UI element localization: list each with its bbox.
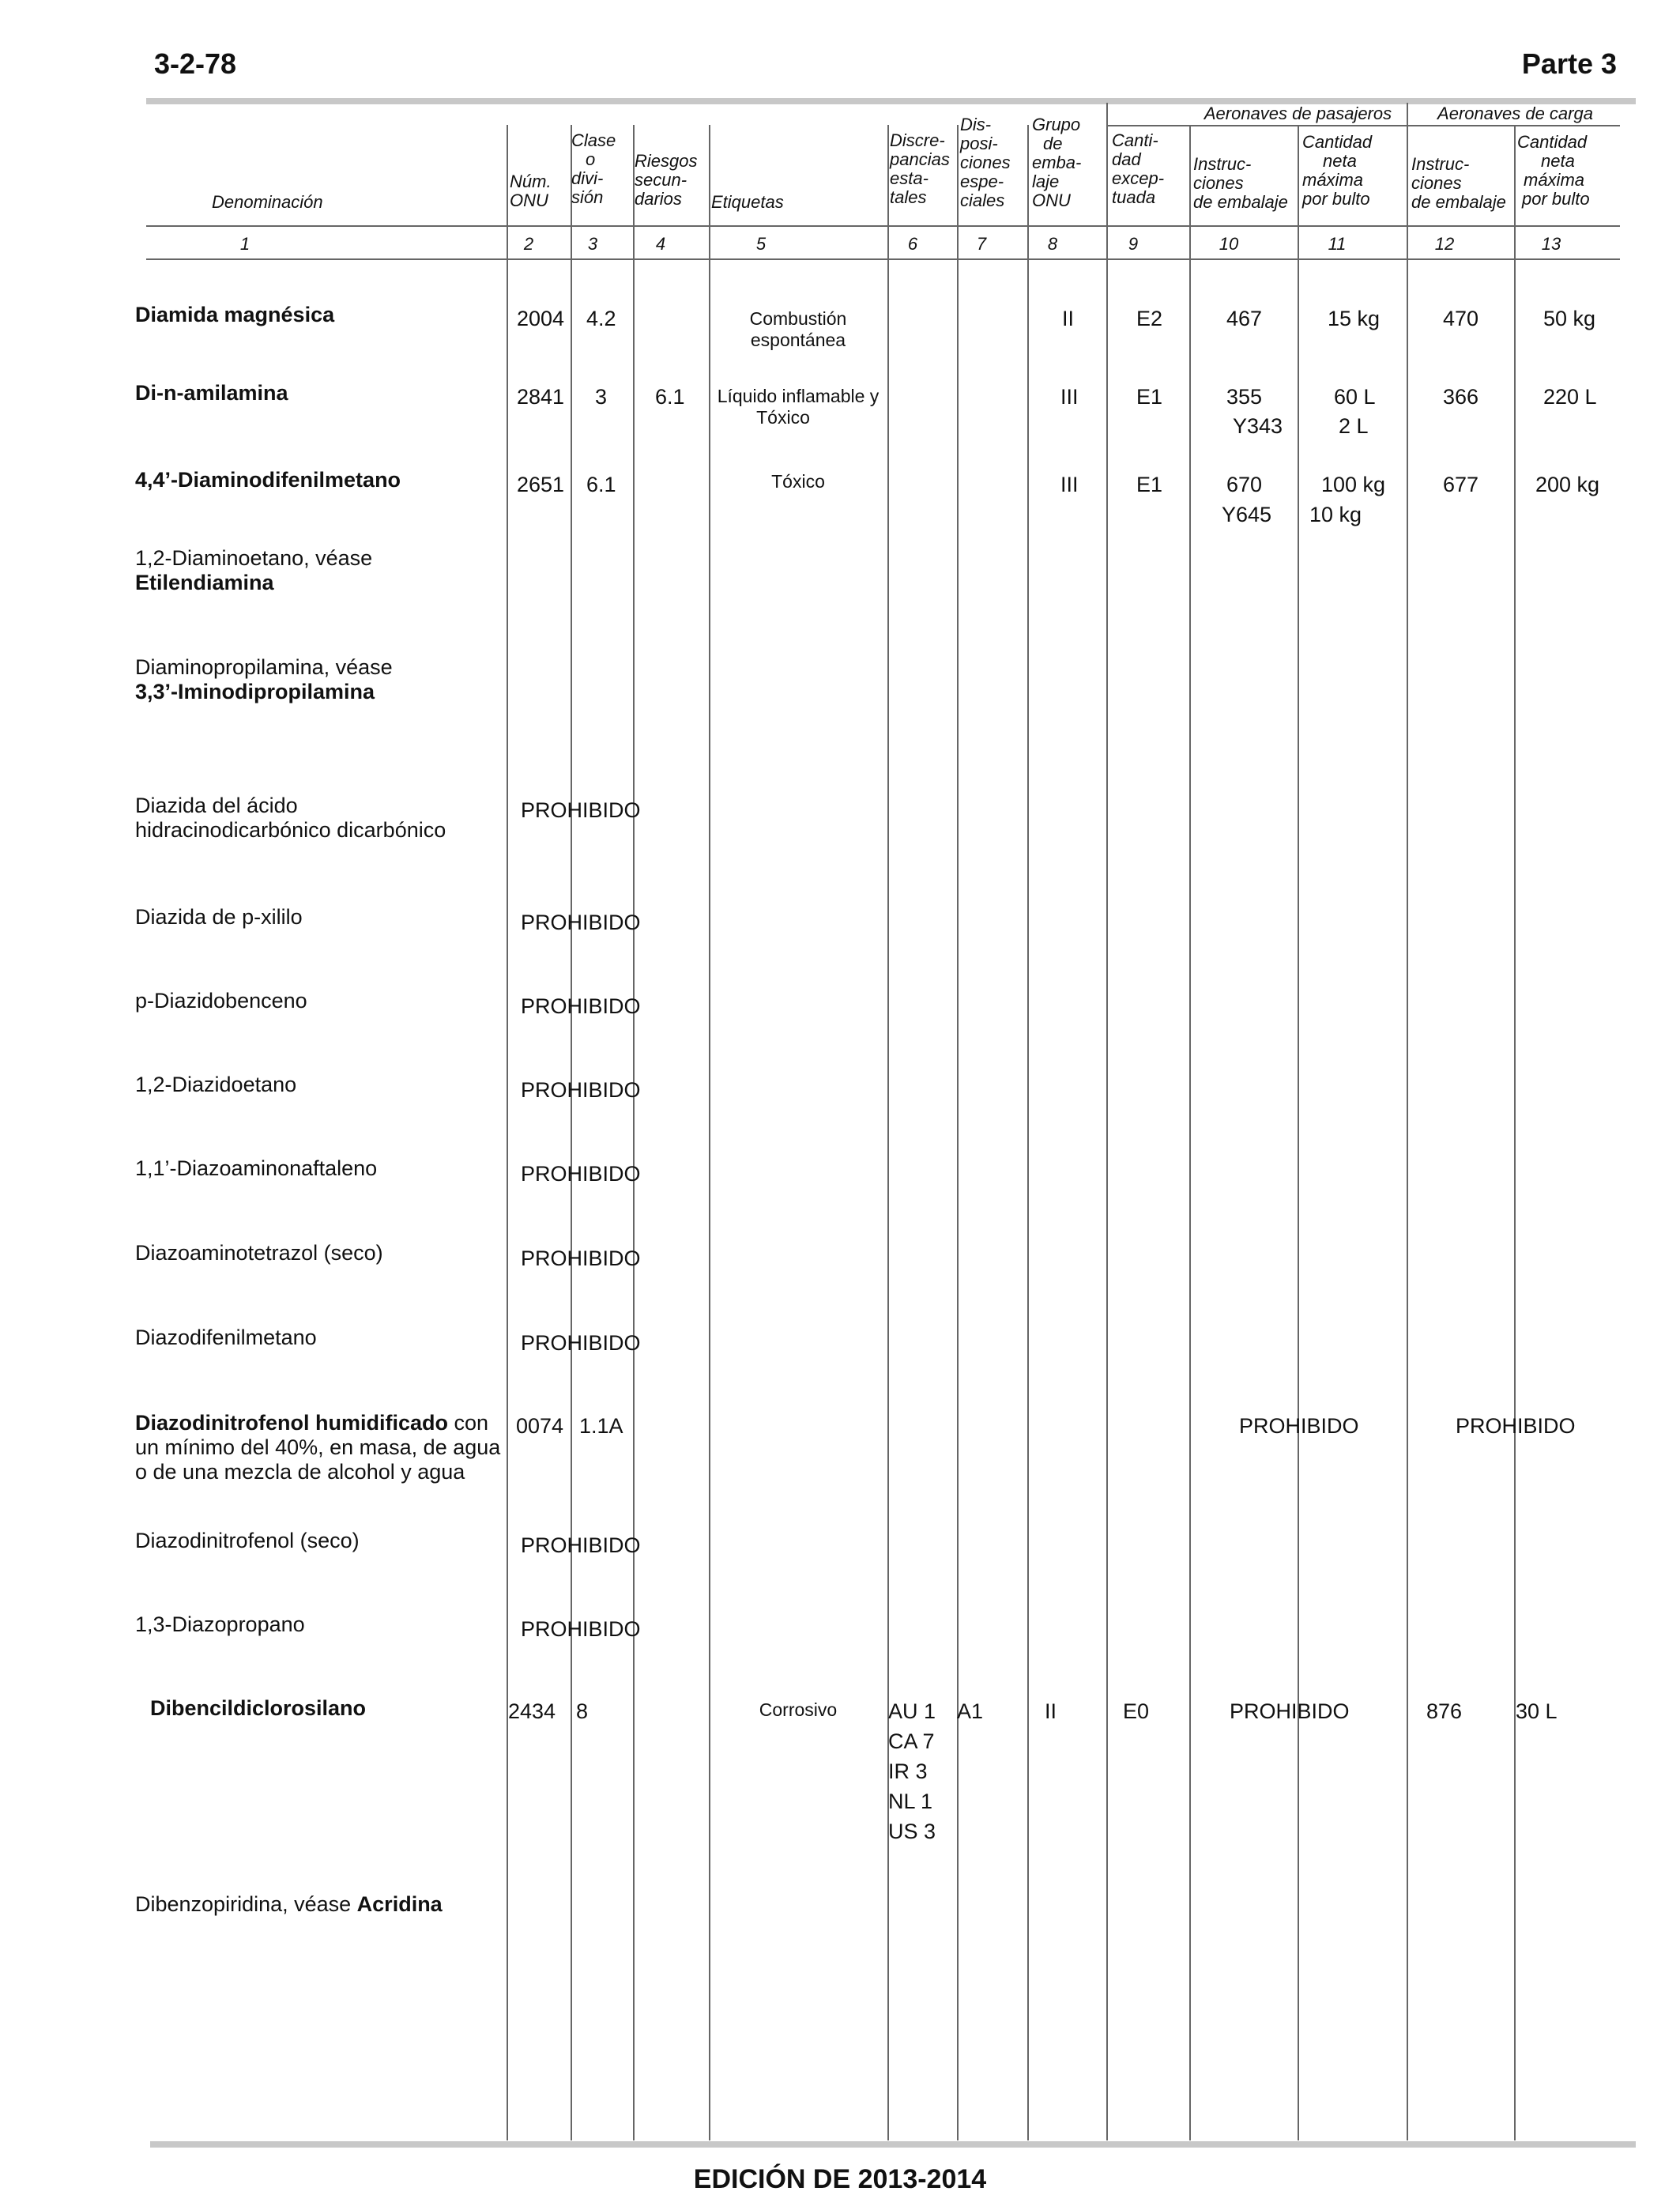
hazard-label: Combustión espontánea — [749, 308, 847, 350]
qty-passenger: 60 L — [1334, 385, 1376, 409]
col-num-8: 8 — [1047, 234, 1058, 254]
header-grupo: Grupo de emba- laje ONU — [1032, 115, 1082, 210]
entry-name: Diaminopropilamina, véase 3,3’-Iminodipropilamina — [135, 655, 393, 703]
header-num-onu: Núm. ONU — [510, 172, 552, 210]
qty-passenger: 15 kg — [1328, 307, 1381, 330]
packing-group: II — [1045, 1699, 1057, 1723]
pi-cargo: 366 — [1443, 385, 1479, 409]
class-division: 4.2 — [586, 307, 616, 330]
header-instrucciones-pax: Instruc- ciones de embalaje — [1193, 154, 1288, 212]
header-cantidad-exceptuada: Canti- dad excep- tuada — [1112, 130, 1165, 207]
hazard-label: Tóxico — [771, 471, 825, 492]
entry-name: Diazoaminotetrazol (seco) — [135, 1241, 383, 1265]
entry-name: Di-n-amilamina — [135, 381, 288, 405]
prohibited-mark: PROHIBIDO — [521, 1617, 641, 1641]
state-variations: AU 1 CA 7 IR 3 NL 1 US 3 — [888, 1699, 936, 1843]
packing-group: II — [1062, 307, 1075, 330]
qty-cargo: 50 kg — [1543, 307, 1596, 330]
header-cantidad-cargo: Cantidad neta máxima por bulto — [1517, 132, 1590, 209]
entry-name: Diazodinitrofenol (seco) — [135, 1529, 360, 1552]
col-num-3: 3 — [587, 234, 598, 254]
un-number: 0074 — [516, 1414, 564, 1438]
top-rule — [146, 98, 1636, 104]
col-num-4: 4 — [655, 234, 666, 254]
entry-name: Dibenzopiridina, véase Acridina — [135, 1892, 443, 1916]
class-division: 1.1A — [579, 1414, 623, 1438]
header-passenger-aircraft: Aeronaves de pasajeros — [1203, 104, 1392, 123]
entry-name: 1,2-Diazidoetano — [135, 1073, 297, 1096]
entry-name: 1,3-Diazopropano — [135, 1612, 305, 1636]
entry-name: Diazodifenilmetano — [135, 1326, 317, 1349]
prohibited-mark: PROHIBIDO — [521, 1162, 641, 1186]
col-num-6: 6 — [907, 234, 918, 254]
header-instrucciones-cargo: Instruc- ciones de embalaje — [1411, 154, 1506, 212]
prohibited-mark: PROHIBIDO — [521, 911, 641, 934]
qty-cargo: 30 L — [1516, 1699, 1558, 1723]
prohibited-mark: PROHIBIDO — [521, 1246, 641, 1270]
header-etiquetas: Etiquetas — [711, 192, 784, 212]
excepted-quantity: E2 — [1136, 307, 1163, 330]
col-num-2: 2 — [523, 234, 534, 254]
un-number: 2434 — [508, 1699, 556, 1723]
special-provision: A1 — [957, 1699, 984, 1723]
bottom-rule — [150, 2141, 1636, 2148]
col-num-11: 11 — [1328, 234, 1347, 254]
un-number: 2004 — [517, 307, 565, 330]
class-division: 3 — [595, 385, 608, 409]
entry-name: 1,1’-Diazoaminonaftaleno — [135, 1156, 378, 1180]
header-riesgos: Riesgos secun- darios — [635, 151, 698, 209]
header-disposiciones: Dis- posi- ciones espe- ciales — [960, 115, 1011, 210]
header-clase: Clase o divi- sión — [571, 130, 616, 207]
cargo-prohibited: PROHIBIDO — [1456, 1414, 1576, 1438]
entry-name: Diamida magnésica — [135, 303, 335, 326]
hazard-label: Líquido inflamable y Tóxico — [717, 386, 880, 428]
col-num-12: 12 — [1434, 234, 1455, 254]
header-cargo-aircraft: Aeronaves de carga — [1437, 104, 1593, 123]
entry-name: Diazodinitrofenol humidificado con un mínimo del 40%, en masa, de agua o de una mezcla de alcohol y agua — [135, 1411, 501, 1484]
col-num-10: 10 — [1219, 234, 1239, 254]
prohibited-mark: PROHIBIDO — [521, 994, 641, 1018]
pi-cargo: 876 — [1426, 1699, 1463, 1723]
pi-passenger-limited: Y645 — [1222, 503, 1272, 526]
excepted-quantity: E1 — [1136, 385, 1163, 409]
col-num-5: 5 — [755, 234, 767, 254]
col-num-9: 9 — [1128, 234, 1139, 254]
header-discrepancias: Discre- pancias esta- tales — [890, 130, 950, 207]
prohibited-mark: PROHIBIDO — [521, 1533, 641, 1557]
qty-passenger-limited: 2 L — [1339, 414, 1369, 438]
un-number: 2841 — [517, 385, 565, 409]
col-num-7: 7 — [976, 234, 987, 254]
pi-cargo: 677 — [1443, 473, 1479, 496]
pi-passenger: 670 — [1226, 473, 1263, 496]
packing-group: III — [1060, 473, 1079, 496]
subsidiary-risk: 6.1 — [655, 385, 685, 409]
entry-name: Dibencildiclorosilano — [150, 1696, 367, 1720]
pi-cargo: 470 — [1443, 307, 1479, 330]
qty-cargo: 200 kg — [1535, 473, 1600, 496]
class-division: 6.1 — [586, 473, 616, 496]
passenger-prohibited: PROHIBIDO — [1239, 1414, 1359, 1438]
pi-passenger: 467 — [1226, 307, 1263, 330]
pi-passenger: 355 — [1226, 385, 1263, 409]
part-title: Parte 3 — [1521, 47, 1617, 80]
qty-passenger-limited: 10 kg — [1309, 503, 1362, 526]
page-number: 3-2-78 — [154, 47, 237, 80]
prohibited-mark: PROHIBIDO — [521, 798, 641, 822]
header-cantidad-pax: Cantidad neta máxima por bulto — [1302, 132, 1373, 209]
col-num-13: 13 — [1541, 234, 1561, 254]
packing-group: III — [1060, 385, 1079, 409]
un-number: 2651 — [517, 473, 565, 496]
entry-name: Diazida del ácido hidracinodicarbónico dicarbónico — [135, 794, 446, 842]
excepted-quantity: E0 — [1123, 1699, 1150, 1723]
entry-name: p-Diazidobenceno — [135, 989, 307, 1013]
entry-name: 4,4’-Diaminodifenilmetano — [135, 468, 401, 492]
entry-name: 1,2-Diaminoetano, véase Etilendiamina — [135, 546, 373, 594]
prohibited-mark: PROHIBIDO — [521, 1078, 641, 1102]
qty-passenger: 100 kg — [1321, 473, 1386, 496]
prohibited-mark: PROHIBIDO — [521, 1331, 641, 1355]
excepted-quantity: E1 — [1136, 473, 1163, 496]
passenger-prohibited: PROHIBIDO — [1230, 1699, 1350, 1723]
pi-passenger-limited: Y343 — [1233, 414, 1283, 438]
class-division: 8 — [576, 1699, 589, 1723]
edition-footer: EDICIÓN DE 2013-2014 — [693, 2164, 987, 2194]
hazard-label: Corrosivo — [759, 1699, 838, 1720]
entry-name: Diazida de p-xililo — [135, 905, 303, 929]
header-denominacion: Denominación — [212, 192, 323, 212]
qty-cargo: 220 L — [1543, 385, 1597, 409]
col-num-1: 1 — [239, 234, 250, 254]
